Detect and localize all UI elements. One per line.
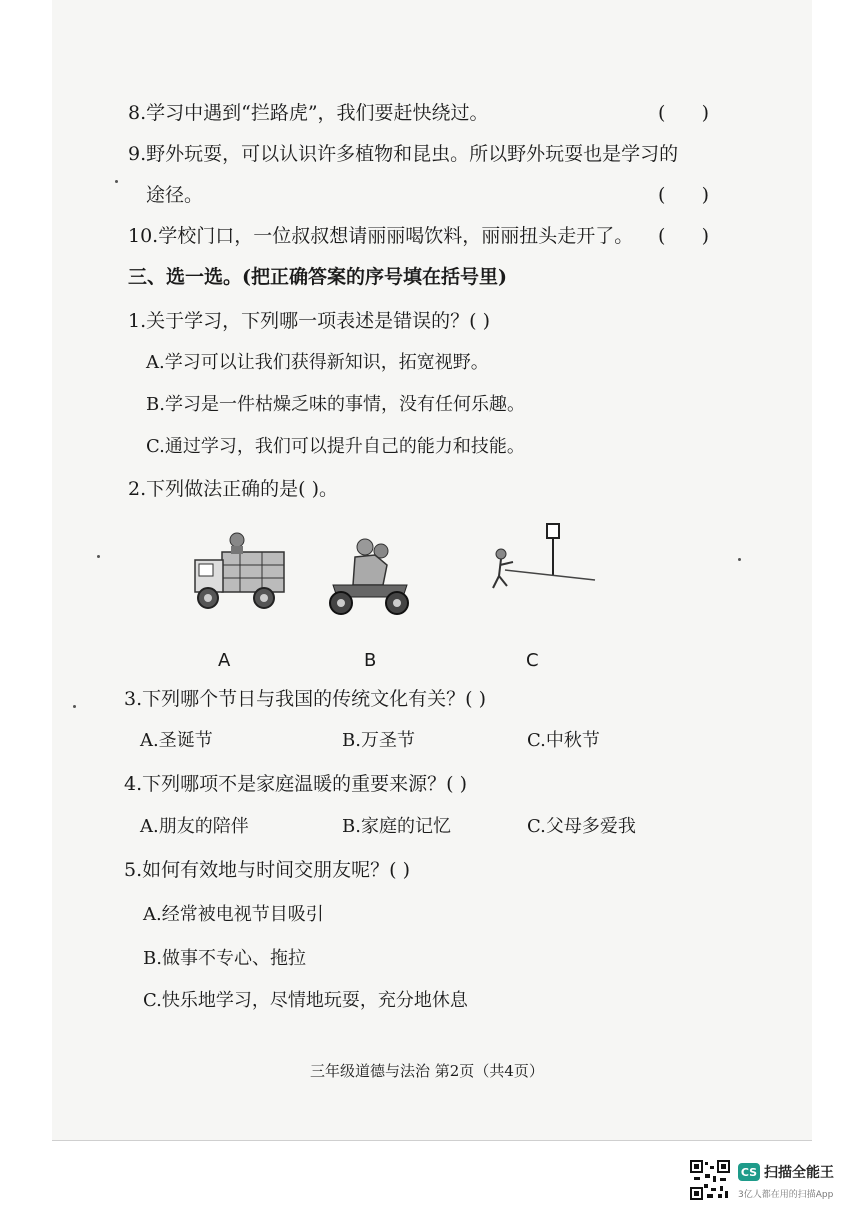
question-3-option-b: B.万圣节 [342,730,415,751]
camscanner-logo-icon: CS [738,1163,760,1181]
question-3-option-c: C.中秋节 [527,730,600,751]
question-5-stem: 5.如何有效地与时间交朋友呢？( ) [124,859,410,881]
question-1-option-b: B.学习是一件枯燥乏味的事情，没有任何乐趣。 [146,394,525,415]
scan-speck [738,558,741,561]
question-2-stem: 2.下列做法正确的是( )。 [128,478,338,500]
picture-label-c: C [526,650,539,671]
question-3-option-a: A.圣诞节 [140,730,213,751]
page-footer: 三年级道德与法治 第2页（共4页） [310,1062,544,1080]
judge-item-10-paren: ( ) [658,225,710,247]
sheet-edge [52,1140,812,1141]
section-title: 三、选一选。(把正确答案的序号填在括号里) [128,266,507,288]
scan-speck [97,555,100,558]
scan-speck [73,705,76,708]
question-1-option-a: A.学习可以让我们获得新知识，拓宽视野。 [146,352,489,373]
exam-sheet [52,0,812,1140]
question-4-option-a: A.朋友的陪伴 [140,816,249,837]
scan-speck [115,180,118,183]
picture-label-b: B [364,650,377,671]
question-4-stem: 4.下列哪项不是家庭温暖的重要来源？( ) [124,773,467,795]
question-5-option-a: A.经常被电视节目吸引 [143,904,324,925]
picture-label-a: A [218,650,231,671]
judge-item-10: 10.学校门口，一位叔叔想请丽丽喝饮料，丽丽扭头走开了。 [128,225,634,247]
question-3-stem: 3.下列哪个节日与我国的传统文化有关？( ) [124,688,486,710]
question-5-option-c: C.快乐地学习，尽情地玩耍，充分地休息 [143,990,468,1011]
judge-item-9-cont: 途径。 [146,184,204,206]
judge-item-8: 8.学习中遇到“拦路虎”，我们要赶快绕过。 [128,102,489,124]
question-1-stem: 1.关于学习，下列哪一项表述是错误的？( ) [128,310,490,332]
question-4-option-b: B.家庭的记忆 [342,816,451,837]
question-4-option-c: C.父母多爱我 [527,816,636,837]
judge-item-9-paren: ( ) [658,184,710,206]
watermark-tagline: 3亿人都在用的扫描App [738,1190,834,1200]
question-1-option-c: C.通过学习，我们可以提升自己的能力和技能。 [146,436,525,457]
watermark-app-name: 扫描全能王 [764,1165,834,1181]
judge-item-9: 9.野外玩耍，可以认识许多植物和昆虫。所以野外玩耍也是学习的 [128,143,679,165]
judge-item-8-paren: ( ) [658,102,710,124]
qr-code-icon [690,1160,730,1200]
child-bus-stop-illustration [485,520,600,600]
motorbike-illustration [325,535,415,617]
question-5-option-b: B.做事不专心、拖拉 [143,948,306,969]
truck-illustration [190,530,290,615]
